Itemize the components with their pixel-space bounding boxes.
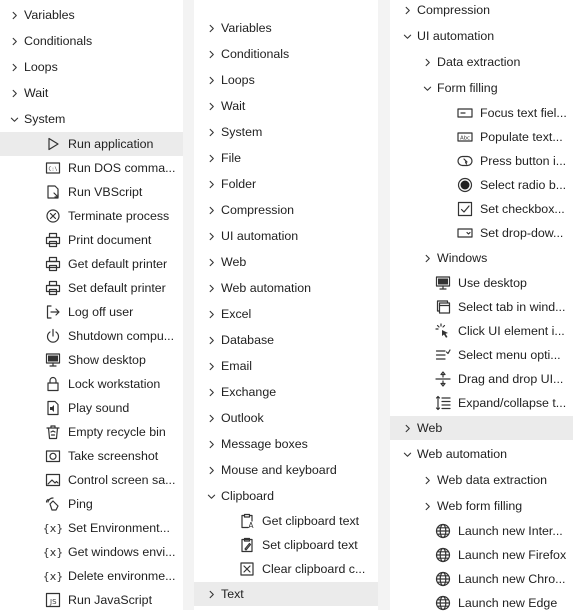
svg-text:C:\: C:\ bbox=[48, 166, 58, 173]
item-label: Exchange bbox=[221, 385, 277, 399]
log-off-icon bbox=[44, 303, 62, 321]
item-label: Select radio b... bbox=[480, 178, 567, 192]
chevron-down-icon[interactable] bbox=[401, 450, 413, 459]
item-label: Get clipboard text bbox=[262, 514, 360, 528]
group-message-boxes[interactable] bbox=[194, 432, 378, 456]
item-label: Clear clipboard c... bbox=[262, 562, 366, 576]
chevron-right-icon[interactable] bbox=[205, 102, 217, 111]
action-clear-clipboard-c[interactable] bbox=[194, 557, 378, 581]
item-label: Web automation bbox=[221, 281, 312, 295]
item-label: Excel bbox=[221, 307, 252, 321]
chevron-right-icon[interactable] bbox=[205, 362, 217, 371]
dropdown-icon bbox=[456, 224, 474, 242]
item-label: Outlook bbox=[221, 411, 264, 425]
speaker-icon bbox=[44, 399, 62, 417]
item-label: Message boxes bbox=[221, 437, 308, 451]
group-wait[interactable] bbox=[194, 94, 378, 118]
item-label: Print document bbox=[68, 233, 152, 247]
group-ui-automation[interactable] bbox=[194, 224, 378, 248]
svg-text:{x}: {x} bbox=[42, 546, 64, 559]
press-button-icon bbox=[456, 152, 474, 170]
item-label: Folder bbox=[221, 177, 257, 191]
action-show-desktop[interactable] bbox=[0, 348, 183, 372]
action-focus-text-fiel[interactable] bbox=[390, 101, 573, 125]
action-delete-environme[interactable] bbox=[0, 564, 183, 588]
chevron-right-icon[interactable] bbox=[8, 63, 20, 72]
action-select-tab-in-wind[interactable] bbox=[390, 295, 573, 319]
chevron-right-icon[interactable] bbox=[205, 180, 217, 189]
item-label: Web data extraction bbox=[437, 473, 547, 487]
chevron-right-icon[interactable] bbox=[205, 590, 217, 599]
group-outlook[interactable] bbox=[194, 406, 378, 430]
item-label: Text bbox=[221, 587, 244, 601]
chevron-right-icon[interactable] bbox=[205, 154, 217, 163]
text-field-icon bbox=[456, 104, 474, 122]
item-label: Empty recycle bin bbox=[68, 425, 166, 439]
item-label: Control screen sa... bbox=[68, 473, 176, 487]
variable-braces-icon bbox=[44, 543, 62, 561]
globe-icon bbox=[434, 594, 452, 612]
window-tab-icon bbox=[434, 298, 452, 316]
action-use-desktop[interactable] bbox=[390, 271, 573, 295]
action-set-drop-dow[interactable] bbox=[390, 221, 573, 245]
item-label: Database bbox=[221, 333, 275, 347]
action-populate-text[interactable] bbox=[390, 125, 573, 149]
radio-button-icon bbox=[456, 176, 474, 194]
chevron-right-icon[interactable] bbox=[205, 76, 217, 85]
item-label: Set clipboard text bbox=[262, 538, 358, 552]
menu-option-icon bbox=[434, 346, 452, 364]
action-set-environment[interactable] bbox=[0, 516, 183, 540]
item-label: Conditionals bbox=[24, 34, 93, 48]
group-web[interactable] bbox=[194, 250, 378, 274]
item-label: Set Environment... bbox=[68, 521, 170, 535]
chevron-right-icon[interactable] bbox=[205, 310, 217, 319]
item-label: Compression bbox=[417, 3, 490, 17]
dos-prompt-icon bbox=[44, 159, 62, 177]
lock-icon bbox=[44, 375, 62, 393]
globe-icon bbox=[434, 570, 452, 588]
item-label: Press button i... bbox=[480, 154, 567, 168]
checkbox-icon bbox=[456, 200, 474, 218]
chevron-down-icon[interactable] bbox=[401, 32, 413, 41]
item-label: Clipboard bbox=[221, 489, 275, 503]
group-web-automation[interactable] bbox=[194, 276, 378, 300]
circle-x-icon bbox=[44, 207, 62, 225]
item-label: Web form filling bbox=[437, 499, 523, 513]
chevron-right-icon[interactable] bbox=[205, 50, 217, 59]
script-icon bbox=[44, 183, 62, 201]
group-web-data-extraction[interactable] bbox=[390, 468, 573, 492]
item-label: Set drop-dow... bbox=[480, 226, 564, 240]
svg-text:JS: JS bbox=[50, 598, 57, 606]
printer-icon bbox=[44, 255, 62, 273]
action-select-radio-b[interactable] bbox=[390, 173, 573, 197]
item-label: UI automation bbox=[417, 29, 495, 43]
item-label: Variables bbox=[24, 8, 75, 22]
chevron-right-icon[interactable] bbox=[8, 37, 20, 46]
item-label: Drag and drop UI... bbox=[458, 372, 564, 386]
group-database[interactable] bbox=[194, 328, 378, 352]
action-get-windows-envi[interactable] bbox=[0, 540, 183, 564]
group-variables[interactable] bbox=[0, 3, 183, 27]
click-icon bbox=[434, 322, 452, 340]
group-excel[interactable] bbox=[194, 302, 378, 326]
item-label: Select tab in wind... bbox=[458, 300, 566, 314]
item-label: File bbox=[221, 151, 241, 165]
item-label: Wait bbox=[221, 99, 246, 113]
item-label: Run DOS comma... bbox=[68, 161, 176, 175]
item-label: Get windows envi... bbox=[68, 545, 176, 559]
play-outline-icon bbox=[44, 135, 62, 153]
group-clipboard[interactable] bbox=[194, 484, 378, 508]
clipboard-edit-icon bbox=[238, 536, 256, 554]
item-label: Ping bbox=[68, 497, 93, 511]
item-label: Web bbox=[417, 421, 443, 435]
action-launch-new-firefox[interactable] bbox=[390, 543, 573, 567]
chevron-right-icon[interactable] bbox=[205, 336, 217, 345]
action-launch-new-edge[interactable] bbox=[390, 591, 573, 615]
group-ui-automation[interactable] bbox=[390, 24, 573, 48]
action-print-document[interactable] bbox=[0, 228, 183, 252]
item-label: Web bbox=[221, 255, 247, 269]
chevron-right-icon[interactable] bbox=[205, 24, 217, 33]
item-label: Variables bbox=[221, 21, 272, 35]
group-text[interactable] bbox=[194, 582, 378, 606]
action-terminate-process[interactable] bbox=[0, 204, 183, 228]
group-wait[interactable] bbox=[0, 81, 183, 105]
group-folder[interactable] bbox=[194, 172, 378, 196]
item-label: Run JavaScript bbox=[68, 593, 153, 607]
group-form-filling[interactable] bbox=[390, 76, 573, 100]
abc-field-icon bbox=[456, 128, 474, 146]
globe-icon bbox=[434, 522, 452, 540]
box-x-icon bbox=[238, 560, 256, 578]
power-icon bbox=[44, 327, 62, 345]
clipboard-text-icon bbox=[238, 512, 256, 530]
panel-divider bbox=[378, 0, 390, 610]
item-label: Focus text fiel... bbox=[480, 106, 567, 120]
item-label: Launch new Inter... bbox=[458, 524, 563, 538]
item-label: Select menu opti... bbox=[458, 348, 561, 362]
item-label: Terminate process bbox=[68, 209, 170, 223]
printer-icon bbox=[44, 231, 62, 249]
item-label: Loops bbox=[24, 60, 58, 74]
item-label: Expand/collapse t... bbox=[458, 396, 567, 410]
item-label: Take screenshot bbox=[68, 449, 159, 463]
action-click-ui-element-i[interactable] bbox=[390, 319, 573, 343]
item-label: Launch new Edge bbox=[458, 596, 558, 610]
action-ping[interactable] bbox=[0, 492, 183, 516]
action-press-button-i[interactable] bbox=[390, 149, 573, 173]
item-label: Play sound bbox=[68, 401, 130, 415]
action-drag-and-drop-ui[interactable] bbox=[390, 367, 573, 391]
action-run-javascript[interactable] bbox=[0, 588, 183, 612]
svg-text:{x}: {x} bbox=[42, 570, 64, 583]
item-label: Form filling bbox=[437, 81, 498, 95]
group-variables[interactable] bbox=[194, 16, 378, 40]
printer-icon bbox=[44, 279, 62, 297]
chevron-right-icon[interactable] bbox=[401, 6, 413, 15]
group-conditionals[interactable] bbox=[194, 42, 378, 66]
group-web[interactable] bbox=[390, 416, 573, 440]
item-label: Data extraction bbox=[437, 55, 521, 69]
item-label: Lock workstation bbox=[68, 377, 161, 391]
group-compression[interactable] bbox=[194, 198, 378, 222]
monitor-icon bbox=[44, 351, 62, 369]
action-log-off-user[interactable] bbox=[0, 300, 183, 324]
svg-text:A: A bbox=[248, 521, 254, 530]
item-label: Email bbox=[221, 359, 252, 373]
group-mouse-and-keyboard[interactable] bbox=[194, 458, 378, 482]
globe-icon bbox=[434, 546, 452, 564]
item-label: Run VBScript bbox=[68, 185, 143, 199]
item-label: Compression bbox=[221, 203, 294, 217]
variable-braces-icon bbox=[44, 567, 62, 585]
action-take-screenshot[interactable] bbox=[0, 444, 183, 468]
item-label: Loops bbox=[221, 73, 255, 87]
chevron-right-icon[interactable] bbox=[401, 424, 413, 433]
group-web-automation[interactable] bbox=[390, 442, 573, 466]
item-label: Wait bbox=[24, 86, 49, 100]
action-expand-collapse-t[interactable] bbox=[390, 391, 573, 415]
chevron-right-icon[interactable] bbox=[8, 89, 20, 98]
item-label: Web automation bbox=[417, 447, 508, 461]
item-label: Delete environme... bbox=[68, 569, 176, 583]
actions-tree-panel-3 bbox=[390, 0, 573, 610]
item-label: Use desktop bbox=[458, 276, 527, 290]
chevron-right-icon[interactable] bbox=[205, 466, 217, 475]
chevron-right-icon[interactable] bbox=[421, 502, 433, 511]
chevron-right-icon[interactable] bbox=[421, 58, 433, 67]
item-label: Get default printer bbox=[68, 257, 168, 271]
action-select-menu-opti[interactable] bbox=[390, 343, 573, 367]
chevron-down-icon[interactable] bbox=[8, 115, 20, 124]
action-run-application[interactable] bbox=[0, 132, 183, 156]
expand-collapse-icon bbox=[434, 394, 452, 412]
group-loops[interactable] bbox=[0, 55, 183, 79]
chevron-right-icon[interactable] bbox=[421, 254, 433, 263]
group-exchange[interactable] bbox=[194, 380, 378, 404]
chevron-right-icon[interactable] bbox=[421, 476, 433, 485]
actions-tree-panel-1 bbox=[0, 0, 183, 610]
chevron-down-icon[interactable] bbox=[205, 492, 217, 501]
camera-icon bbox=[44, 447, 62, 465]
group-system[interactable] bbox=[0, 107, 183, 131]
action-shutdown-compu[interactable] bbox=[0, 324, 183, 348]
image-icon bbox=[44, 471, 62, 489]
action-run-vbscript[interactable] bbox=[0, 180, 183, 204]
item-label: Set checkbox... bbox=[480, 202, 565, 216]
action-empty-recycle-bin[interactable] bbox=[0, 420, 183, 444]
action-run-dos-comma[interactable] bbox=[0, 156, 183, 180]
group-compression[interactable] bbox=[390, 0, 573, 22]
item-label: Set default printer bbox=[68, 281, 166, 295]
action-set-checkbox[interactable] bbox=[390, 197, 573, 221]
group-file[interactable] bbox=[194, 146, 378, 170]
item-label: Log off user bbox=[68, 305, 134, 319]
action-play-sound[interactable] bbox=[0, 396, 183, 420]
action-set-default-printer[interactable] bbox=[0, 276, 183, 300]
item-label: Run application bbox=[68, 137, 154, 151]
item-label: Launch new Chro... bbox=[458, 572, 566, 586]
chevron-right-icon[interactable] bbox=[205, 258, 217, 267]
action-launch-new-chro[interactable] bbox=[390, 567, 573, 591]
action-set-clipboard-text[interactable] bbox=[194, 533, 378, 557]
group-data-extraction[interactable] bbox=[390, 50, 573, 74]
item-label: System bbox=[221, 125, 263, 139]
ping-icon bbox=[44, 495, 62, 513]
item-label: Click UI element i... bbox=[458, 324, 565, 338]
chevron-right-icon[interactable] bbox=[205, 440, 217, 449]
group-conditionals[interactable] bbox=[0, 29, 183, 53]
chevron-right-icon[interactable] bbox=[205, 414, 217, 423]
item-label: Mouse and keyboard bbox=[221, 463, 337, 477]
chevron-right-icon[interactable] bbox=[205, 206, 217, 215]
item-label: Shutdown compu... bbox=[68, 329, 175, 343]
group-system[interactable] bbox=[194, 120, 378, 144]
item-label: Populate text... bbox=[480, 130, 563, 144]
drag-drop-icon bbox=[434, 370, 452, 388]
variable-braces-icon bbox=[44, 519, 62, 537]
chevron-right-icon[interactable] bbox=[205, 284, 217, 293]
item-label: Show desktop bbox=[68, 353, 146, 367]
panel-divider bbox=[183, 0, 194, 610]
chevron-right-icon[interactable] bbox=[205, 128, 217, 137]
monitor-icon bbox=[434, 274, 452, 292]
action-control-screen-sa[interactable] bbox=[0, 468, 183, 492]
chevron-right-icon[interactable] bbox=[205, 388, 217, 397]
svg-text:{x}: {x} bbox=[42, 522, 64, 535]
actions-tree-panel-2 bbox=[194, 0, 378, 610]
chevron-down-icon[interactable] bbox=[421, 84, 433, 93]
item-label: System bbox=[24, 112, 66, 126]
js-icon bbox=[44, 591, 62, 609]
action-get-default-printer[interactable] bbox=[0, 252, 183, 276]
item-label: Launch new Firefox bbox=[458, 548, 567, 562]
item-label: UI automation bbox=[221, 229, 299, 243]
action-lock-workstation[interactable] bbox=[0, 372, 183, 396]
action-get-clipboard-text[interactable] bbox=[194, 509, 378, 533]
svg-text:Abc: Abc bbox=[460, 135, 470, 142]
item-label: Conditionals bbox=[221, 47, 290, 61]
group-web-form-filling[interactable] bbox=[390, 494, 573, 518]
group-email[interactable] bbox=[194, 354, 378, 378]
action-launch-new-inter[interactable] bbox=[390, 519, 573, 543]
chevron-right-icon[interactable] bbox=[8, 11, 20, 20]
group-windows[interactable] bbox=[390, 246, 573, 270]
item-label: Windows bbox=[437, 251, 488, 265]
group-loops[interactable] bbox=[194, 68, 378, 92]
chevron-right-icon[interactable] bbox=[205, 232, 217, 241]
recycle-bin-icon bbox=[44, 423, 62, 441]
